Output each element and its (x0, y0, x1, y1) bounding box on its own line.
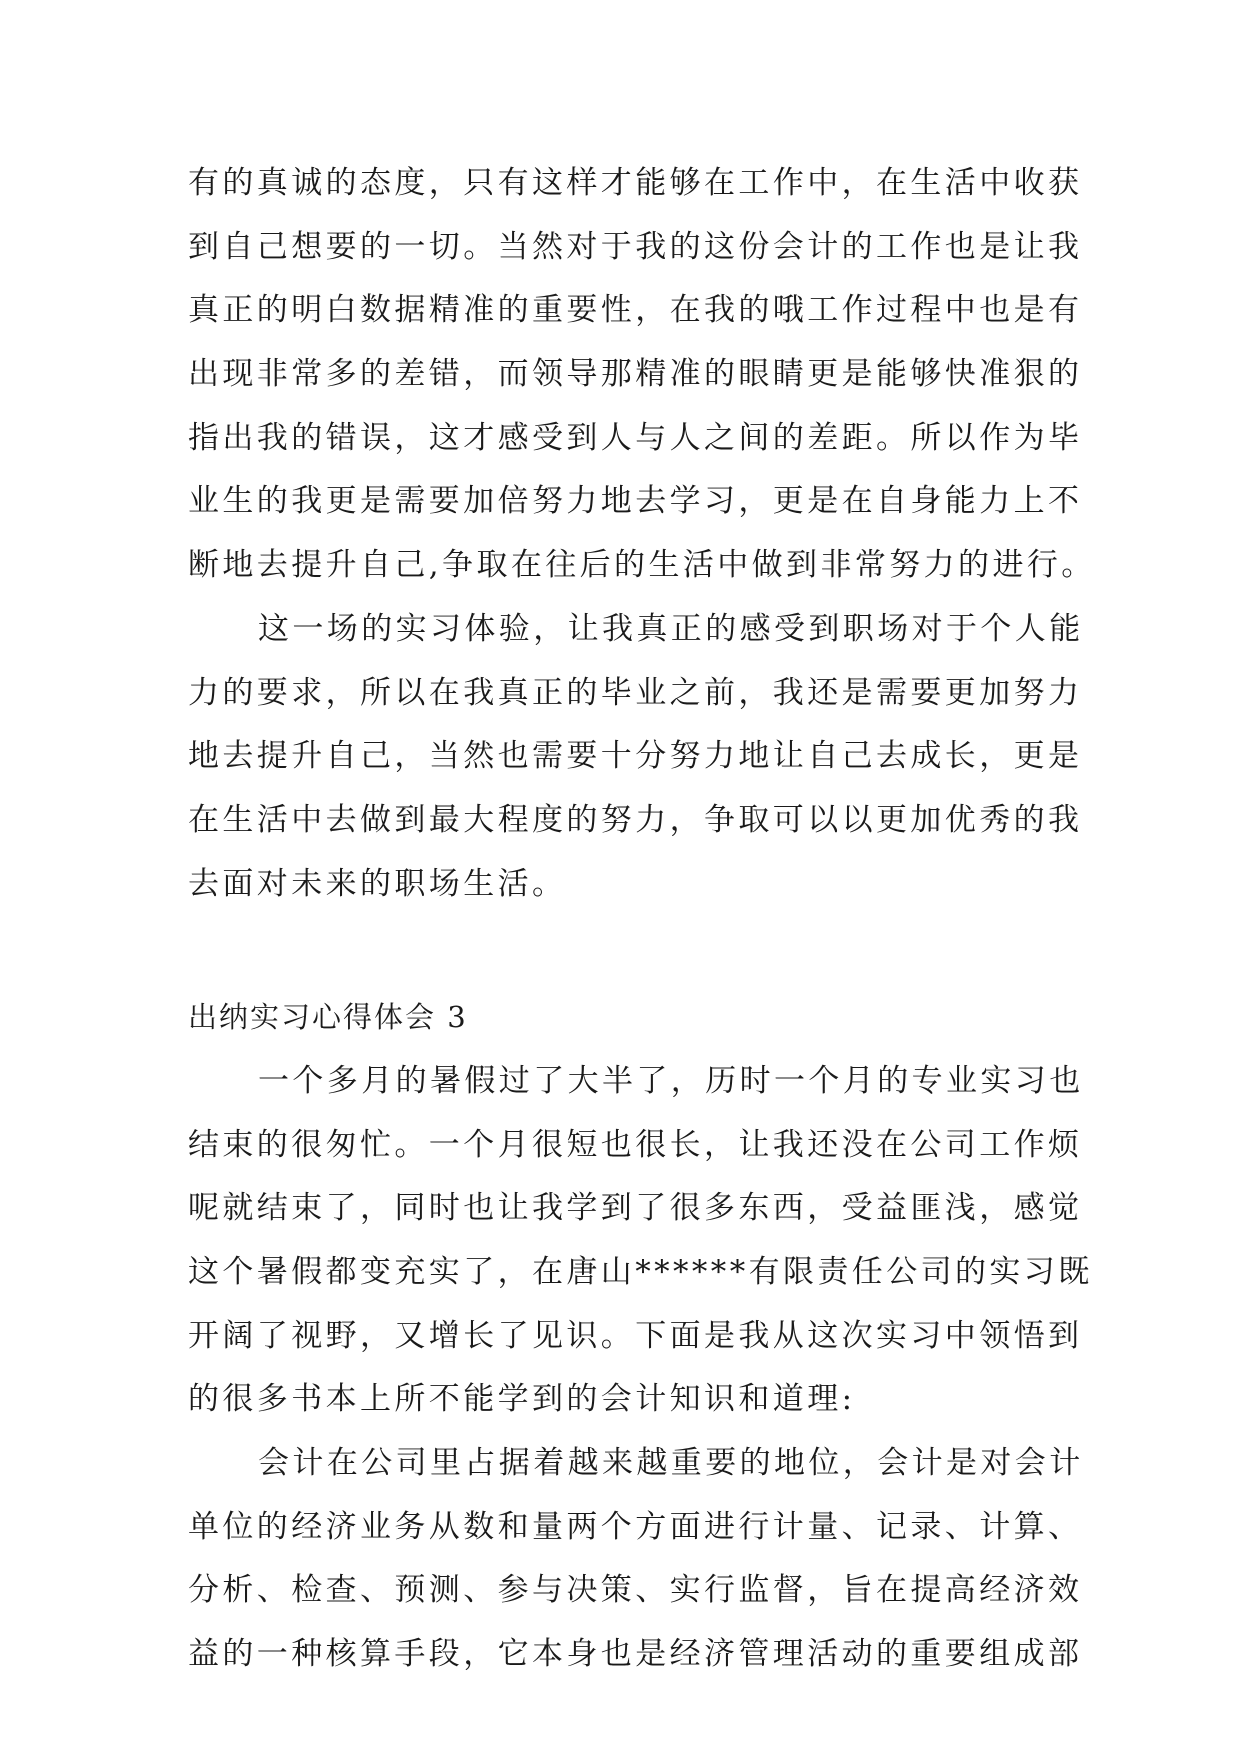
text-line: 到自己想要的一切。当然对于我的这份会计的工作也是让我 (188, 228, 1083, 265)
text-line: 有的真诚的态度，只有这样才能够在工作中，在生活中收获 (188, 165, 1083, 201)
text-line: 业生的我更是需要加倍努力地去学习，更是在自身能力上不 (188, 483, 1083, 520)
text-line: 益的一种核算手段，它本身也是经济管理活动的重要组成部 (188, 1636, 1083, 1673)
text-line: 力的要求，所以在我真正的毕业之前，我还是需要更加努力 (188, 674, 1083, 711)
text-line: 地去提升自己，当然也需要十分努力地让自己去成长，更是 (188, 738, 1083, 775)
paragraph-internship-experience (188, 598, 1084, 916)
text-line: 去面对未来的职场生活。 (188, 865, 567, 902)
text-line: 这一场的实习体验，让我真正的感受到职场对于个人能 (258, 610, 1084, 647)
text-line: 开阔了视野，又增长了见识。下面是我从这次实习中领悟到 (188, 1317, 1083, 1354)
text-line: 分析、检查、预测、参与决策、实行监督，旨在提高经济效 (188, 1572, 1083, 1609)
paragraph-summer-internship (188, 1050, 1093, 1432)
paragraph-continuation (188, 152, 1096, 598)
text-line: 真正的明白数据精准的重要性，在我的哦工作过程中也是有 (188, 292, 1083, 329)
text-line: 的很多书本上所不能学到的会计知识和道理: (188, 1381, 856, 1418)
text-line: 指出我的错误，这才感受到人与人之间的差距。所以作为毕 (188, 419, 1083, 456)
section-spacer (188, 916, 1068, 986)
document-body (188, 152, 1096, 1687)
text-line: 呢就结束了，同时也让我学到了很多东西，受益匪浅，感觉 (188, 1190, 1083, 1227)
section-title: 出纳实习心得体会 3 (188, 1000, 468, 1035)
text-line: 一个多月的暑假过了大半了，历时一个月的专业实习也 (258, 1062, 1084, 1099)
text-line: 断地去提升自己,争取在往后的生活中做到非常努力的进行。 (188, 547, 1096, 584)
text-line: 会计在公司里占据着越来越重要的地位，会计是对会计 (258, 1445, 1084, 1482)
text-line: 结束的很匆忙。一个月很短也很长，让我还没在公司工作烦 (188, 1126, 1083, 1163)
text-line: 出现非常多的差错，而领导那精准的眼睛更是能够快准狠的 (188, 356, 1083, 393)
paragraph-accounting-role (188, 1432, 1084, 1687)
text-line: 单位的经济业务从数和量两个方面进行计量、记录、计算、 (188, 1508, 1083, 1545)
text-line: 这个暑假都变充实了，在唐山******有限责任公司的实习既 (188, 1254, 1093, 1290)
text-line: 在生活中去做到最大程度的努力，争取可以以更加优秀的我 (188, 801, 1083, 838)
